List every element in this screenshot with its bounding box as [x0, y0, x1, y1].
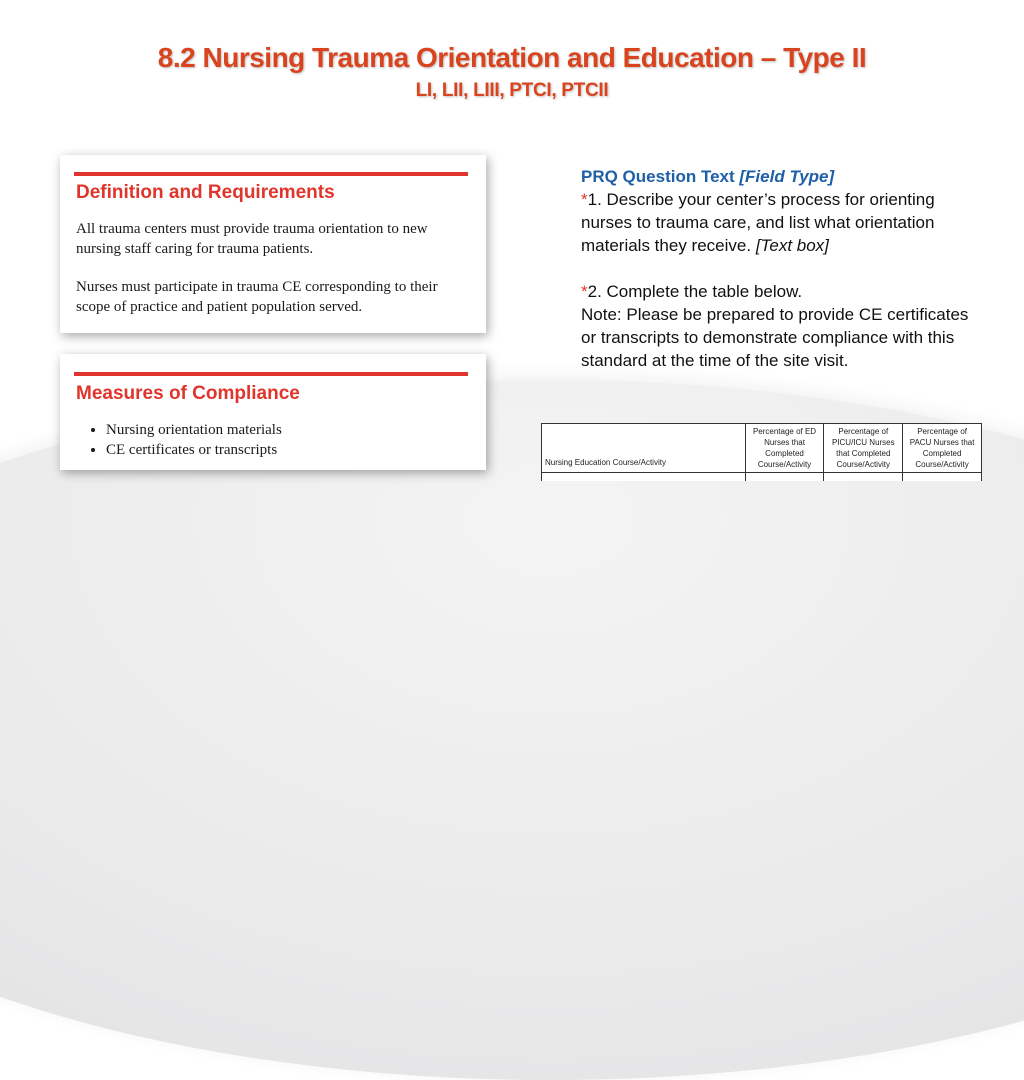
compliance-card — [60, 354, 486, 470]
question-2-note: Note: Please be prepared to provide CE certificates or transcripts to demonstrate compliance with this standard at the time of the site visit. — [581, 305, 969, 370]
table-cell[interactable] — [903, 473, 982, 482]
question-1-text: 1. Describe your center’s process for orienting nurses to trauma care, and list what orientation materials they receive. — [581, 190, 935, 255]
compliance-heading: Measures of Compliance — [76, 383, 300, 404]
card-accent-bar — [74, 172, 468, 176]
table-header-cell: Percentage of PICU/ICU Nurses that Completed Course/Activity — [824, 424, 903, 473]
prq-header — [581, 165, 981, 188]
table-cell[interactable] — [542, 473, 746, 482]
table-cell[interactable] — [745, 473, 824, 482]
background-arc — [0, 380, 1024, 1080]
definition-heading: Definition and Requirements — [76, 182, 335, 203]
table-header-cell: Nursing Education Course/Activity — [542, 424, 746, 473]
table-header-cell: Percentage of ED Nurses that Completed Course/Activity — [745, 424, 824, 473]
definition-card — [60, 155, 486, 333]
table-header-row — [542, 424, 982, 473]
definition-paragraph-2: Nurses must participate in trauma CE corresponding to their scope of practice and patient population served. — [76, 279, 438, 315]
required-asterisk: * — [581, 282, 588, 301]
question-1 — [581, 188, 981, 257]
prq-header-text: PRQ Question Text — [581, 167, 735, 186]
prq-question-block — [581, 165, 981, 372]
table-row — [542, 473, 982, 482]
table-header-cell: Percentage of PACU Nurses that Completed Course/Activity — [903, 424, 982, 473]
list-item: • Nursing orientation materials — [106, 420, 282, 440]
card-accent-bar — [74, 372, 468, 376]
compliance-list — [76, 420, 282, 460]
question-2-text: 2. Complete the table below. — [587, 282, 803, 301]
slide-title: 8.2 Nursing Trauma Orientation and Education – Type II — [157, 42, 867, 73]
required-asterisk: * — [581, 190, 588, 209]
table-cell[interactable] — [824, 473, 903, 482]
education-table — [541, 423, 982, 481]
prq-field-type-label: [Field Type] — [739, 167, 835, 186]
question-1-field-type: [Text box] — [755, 236, 829, 255]
question-2 — [581, 280, 981, 303]
definition-paragraph-1: All trauma centers must provide trauma orientation to new nursing staff caring for trauma patients. — [76, 221, 428, 257]
slide-subtitle: LI, LII, LIII, PTCI, PTCII — [415, 80, 609, 101]
list-item: • CE certificates or transcripts — [106, 440, 282, 460]
